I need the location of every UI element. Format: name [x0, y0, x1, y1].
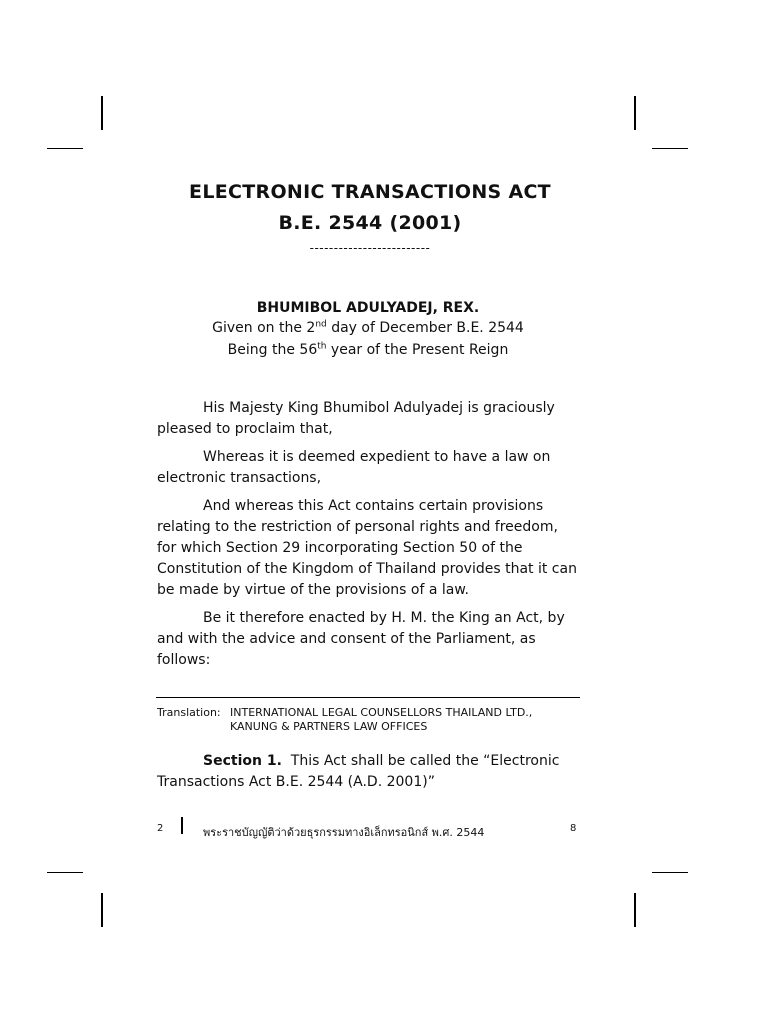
preamble-paragraph-text: Whereas it is deemed expedient to have a law on electronic transactions, [157, 449, 551, 486]
footer-divider [181, 817, 183, 834]
crop-mark-bottom-right-horizontal [652, 872, 688, 873]
reign-line [0, 342, 736, 358]
translation-note [157, 706, 532, 734]
crop-mark-bottom-left-horizontal [47, 872, 83, 873]
crop-mark-bottom-left-vertical [101, 893, 103, 927]
given-date-line [0, 320, 736, 336]
footer-thai-title: พระราชบัญญัติว่าด้วยธุรกรรมทางอิเล็กทรอนิกส์ พ.ศ. 2544 [203, 826, 485, 839]
given-date-sup: nd [315, 319, 327, 330]
preamble-paragraph-text: Be it therefore enacted by H. M. the King an Act, by and with the advice and consent of the Parliament, as follows: [157, 610, 565, 668]
translation-label: Translation: [157, 706, 221, 719]
footnote-rule [156, 697, 580, 698]
crop-mark-top-left-vertical [101, 96, 103, 130]
preamble-paragraph [157, 398, 577, 440]
preamble-paragraph-text: His Majesty King Bhumibol Adulyadej is graciously pleased to proclaim that, [157, 400, 555, 437]
document-title: ELECTRONIC TRANSACTIONS ACT [189, 181, 551, 203]
page-number-left: 2 [157, 823, 164, 834]
reign-post: year of the Present Reign [326, 342, 509, 358]
reign-pre: Being the 56 [227, 342, 318, 358]
crop-mark-top-right-vertical [634, 96, 636, 130]
page-number-right: 8 [570, 823, 577, 834]
section-text: This Act shall be called the “Electronic Transactions Act B.E. 2544 (A.D. 2001)” [157, 753, 560, 790]
reign-sup: th [317, 341, 327, 352]
preamble-paragraph [157, 496, 577, 601]
preamble-paragraph [157, 608, 577, 671]
given-date-pre: Given on the 2 [212, 320, 316, 336]
crop-mark-bottom-right-vertical [634, 893, 636, 927]
title-separator: ------------------------- [309, 241, 431, 255]
translation-firm-2: KANUNG & PARTNERS LAW OFFICES [230, 720, 428, 733]
preamble-body [157, 398, 577, 678]
given-date-post: day of December B.E. 2544 [326, 320, 524, 336]
king-name: BHUMIBOL ADULYADEJ, REX. [256, 300, 480, 316]
preamble-paragraph-text: And whereas this Act contains certain provisions relating to the restriction of personal rights and freedom, for which Section 29 incorporating Section 50 of the Constitution of the Kingdom of Thailand provides that it can be made by virtue of the provisions of a law. [157, 498, 577, 598]
document-subtitle: B.E. 2544 (2001) [278, 212, 462, 234]
translation-firm-1: INTERNATIONAL LEGAL COUNSELLORS THAILAND LTD., [230, 706, 533, 719]
crop-mark-top-left-horizontal [47, 148, 83, 149]
crop-mark-top-right-horizontal [652, 148, 688, 149]
section-label: Section 1. [203, 753, 282, 769]
preamble-paragraph [157, 447, 577, 489]
section-1 [157, 751, 577, 793]
